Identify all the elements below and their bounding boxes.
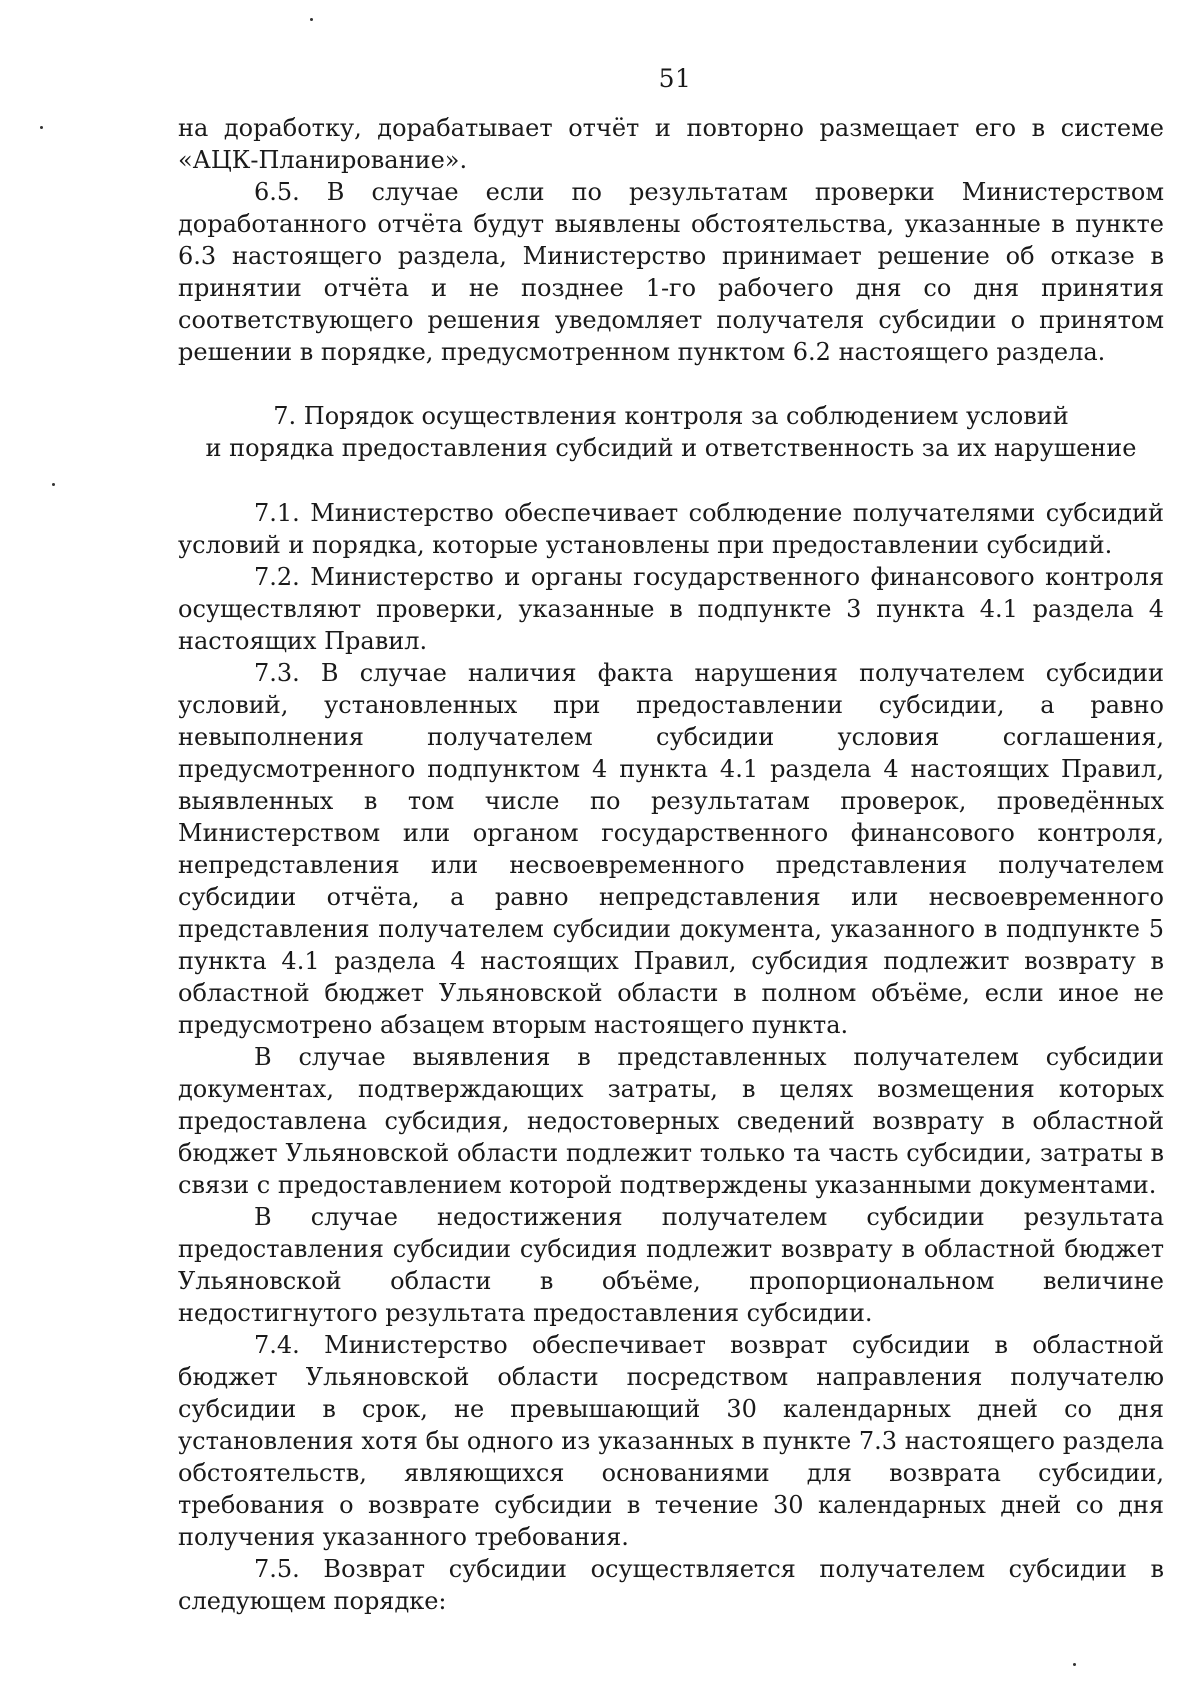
scan-speck: [310, 18, 313, 21]
page-number: 51: [658, 64, 692, 93]
continuation-paragraph: на доработку, дорабатывает отчёт и повторно размещает его в системе «АЦК-Планирование».: [178, 114, 1164, 174]
section-7-heading: [178, 400, 1164, 464]
paragraph-7-5: 7.5. Возврат субсидии осуществляется получателем субсидии в следующем порядке:: [178, 1555, 1164, 1615]
paragraph-7-1: 7.1. Министерство обеспечивает соблюдение получателями субсидий условий и порядка, которые установлены при предоставлении субсидий.: [178, 499, 1164, 559]
section-heading-line-2: и порядка предоставления субсидий и ответственность за их нарушение: [205, 434, 1137, 462]
scan-speck: [1073, 1663, 1076, 1666]
paragraph-6-5: 6.5. В случае если по результатам проверки Министерством доработанного отчёта будут выявлены обстоятельства, указанные в пункте 6.3 настоящего раздела, Министерство принимает решение об отказе в принятии отчёта и не позднее 1-го рабочего дня со дня принятия соответствующего решения уведомляет получателя субсидии о принятом решении в порядке, предусмотренном пунктом 6.2 настоящего раздела.: [178, 178, 1164, 366]
paragraph-7-3-third: В случае недостижения получателем субсидии результата предоставления субсидии субсидия подлежит возврату в областной бюджет Ульяновской области в объёме, пропорциональном величине недостигнутого результата предоставления субсидии.: [178, 1203, 1164, 1327]
paragraph-7-3-second: В случае выявления в представленных получателем субсидии документах, подтверждающих затраты, в целях возмещения которых предоставлена субсидия, недостоверных сведений возврату в областной бюджет Ульяновской области подлежит только та часть субсидии, затраты в связи с предоставлением которой подтверждены указанными документами.: [178, 1043, 1164, 1199]
scan-speck: [52, 483, 55, 486]
paragraph-7-4: 7.4. Министерство обеспечивает возврат субсидии в областной бюджет Ульяновской области посредством направления получателю субсидии в срок, не превышающий 30 календарных дней со дня установления хотя бы одного из указанных в пункте 7.3 настоящего раздела обстоятельств, являющихся основаниями для возврата субсидии, требования о возврате субсидии в течение 30 календарных дней со дня получения указанного требования.: [178, 1331, 1164, 1551]
section-heading-line-1: 7. Порядок осуществления контроля за соблюдением условий: [273, 402, 1069, 430]
paragraph-7-3: 7.3. В случае наличия факта нарушения получателем субсидии условий, установленных при предоставлении субсидии, а равно невыполнения получателем субсидии условия соглашения, предусмотренного подпунктом 4 пункта 4.1 раздела 4 настоящих Правил, выявленных в том числе по результатам проверок, проведённых Министерством или органом государственного финансового контроля, непредставления или несвоевременного представления получателем субсидии отчёта, а равно непредставления или несвоевременного представления получателем субсидии документа, указанного в подпункте 5 пункта 4.1 раздела 4 настоящих Правил, субсидия подлежит возврату в областной бюджет Ульяновской области в полном объёме, если иное не предусмотрено абзацем вторым настоящего пункта.: [178, 659, 1164, 1039]
paragraph-7-2: 7.2. Министерство и органы государственного финансового контроля осуществляют проверки, указанные в подпункте 3 пункта 4.1 раздела 4 настоящих Правил.: [178, 563, 1164, 655]
document-body: [178, 112, 1164, 1617]
scan-speck: [40, 126, 43, 129]
